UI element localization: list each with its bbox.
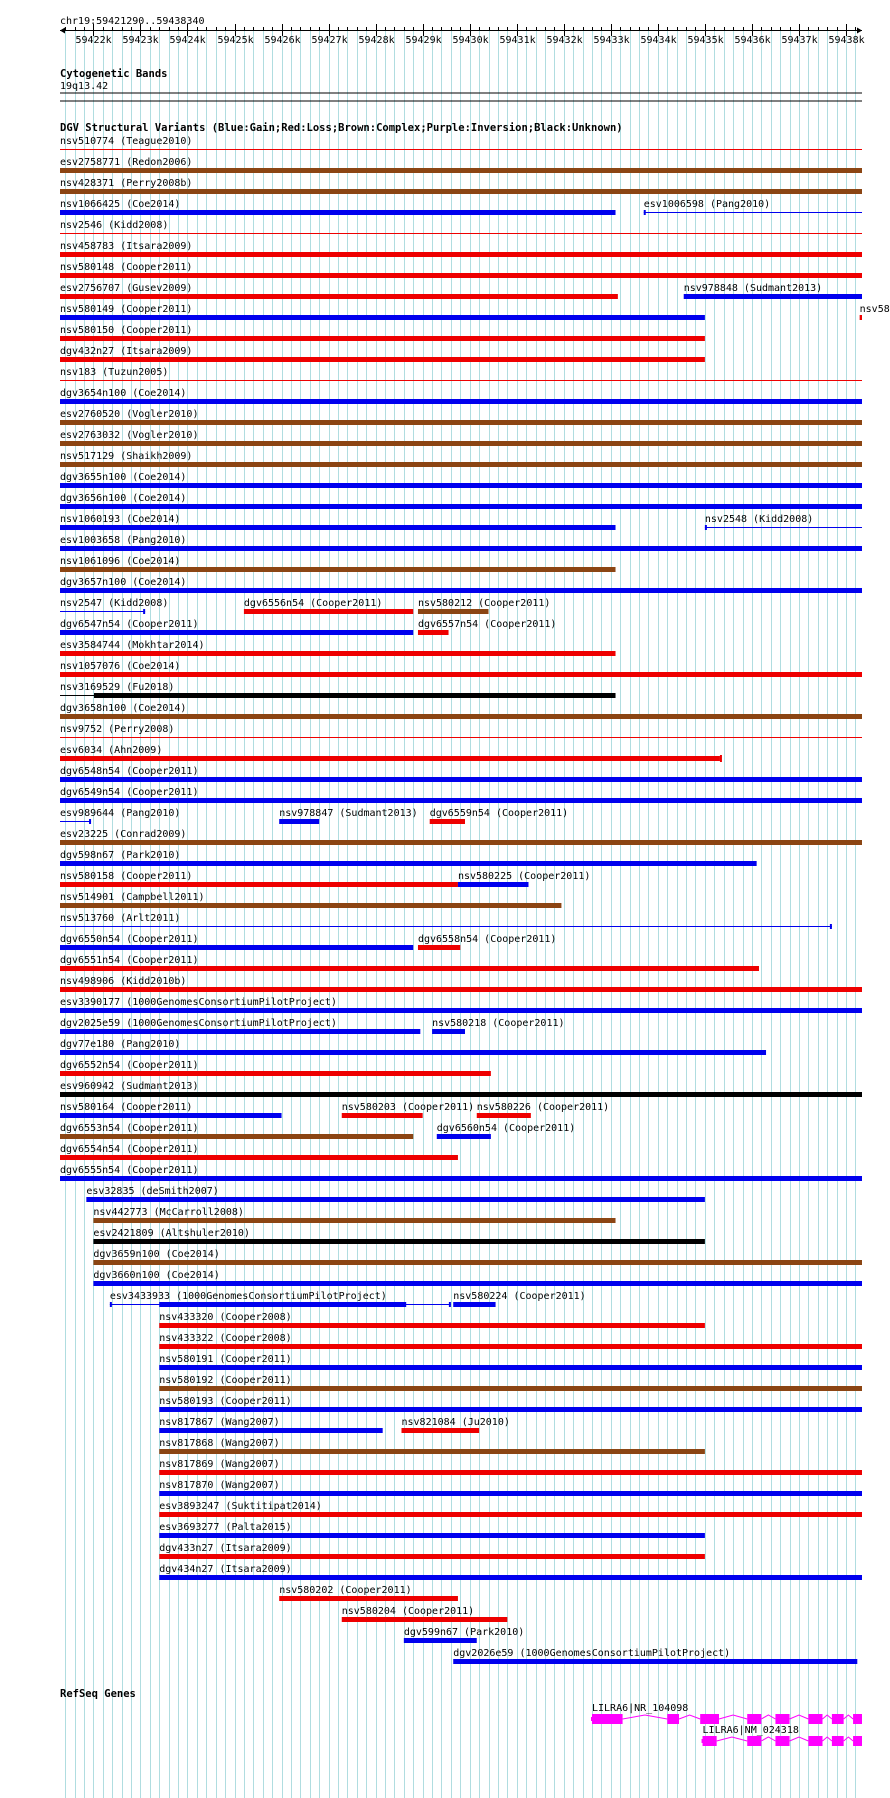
variant-feature[interactable]	[477, 1102, 609, 1118]
variant-feature[interactable]	[110, 1291, 451, 1307]
variant-bar[interactable]	[342, 1617, 508, 1622]
ruler-tick-label: 59436k	[734, 35, 771, 46]
variant-label[interactable]: nsv817867 (Wang2007)	[159, 1417, 280, 1428]
variant-bar[interactable]	[60, 420, 862, 425]
variant-end-mark	[449, 1302, 451, 1307]
variant-label[interactable]: nsv580192 (Cooper2011)	[159, 1375, 292, 1386]
variant-label[interactable]: nsv580158 (Cooper2011)	[60, 871, 193, 882]
variant-label[interactable]: nsv510774 (Teague2010)	[60, 136, 193, 147]
variant-bar[interactable]	[159, 1365, 862, 1370]
ruler-tick-label: 59431k	[499, 35, 536, 46]
variant-bar[interactable]	[60, 357, 705, 362]
variant-bar[interactable]	[60, 714, 862, 719]
variant-bar[interactable]	[60, 1071, 491, 1076]
variant-bar[interactable]	[401, 1428, 479, 1433]
variant-feature[interactable]	[60, 325, 705, 341]
ruler-tick-label: 59438k	[828, 35, 865, 46]
refseq-track	[591, 1703, 862, 1746]
variant-label[interactable]: nsv580225 (Cooper2011)	[457, 871, 591, 882]
gene-start-mark	[702, 1739, 704, 1743]
variant-label[interactable]: nsv3169529 (Fu2018)	[60, 682, 175, 693]
gene-label[interactable]: LILRA6|NM_024318	[702, 1725, 799, 1736]
variant-bar[interactable]	[159, 1512, 862, 1517]
variant-label[interactable]: dgv6550n54 (Cooper2011)	[60, 934, 199, 945]
gene-exon[interactable]	[667, 1714, 679, 1724]
variant-label[interactable]: esv960942 (Sudmant2013)	[60, 1081, 199, 1092]
variant-label[interactable]: dgv6551n54 (Cooper2011)	[60, 955, 199, 966]
variant-bar[interactable]	[860, 315, 862, 320]
variant-bar[interactable]	[279, 819, 319, 824]
variant-label[interactable]: esv1006598 (Pang2010)	[643, 199, 771, 210]
variant-bar[interactable]	[418, 630, 449, 635]
variant-label[interactable]: esv989644 (Pang2010)	[60, 808, 181, 819]
variant-label[interactable]: dgv598n67 (Park2010)	[60, 850, 181, 861]
variant-label[interactable]: dgv599n67 (Park2010)	[403, 1627, 525, 1638]
gene-intron	[790, 1737, 809, 1741]
gene-exon[interactable]	[853, 1714, 862, 1724]
variant-bar[interactable]	[93, 1239, 704, 1244]
variant-feature[interactable]	[644, 199, 862, 215]
dgv-track-title: DGV Structural Variants (Blue:Gain;Red:Loss;Brown:Complex;Purple:Inversion;Black:Unknown)	[60, 122, 623, 134]
gene-intron	[790, 1715, 809, 1719]
variant-label[interactable]: nsv580191 (Cooper2011)	[159, 1354, 292, 1365]
variant-feature[interactable]	[159, 1333, 862, 1349]
variant-feature[interactable]	[60, 1123, 413, 1139]
variant-feature[interactable]	[60, 850, 757, 866]
variant-feature[interactable]	[60, 1102, 282, 1118]
variant-label[interactable]: nsv580202 (Cooper2011)	[279, 1585, 412, 1596]
variant-bar[interactable]	[60, 210, 616, 215]
variant-feature[interactable]	[60, 304, 705, 320]
variant-label[interactable]: dgv434n27 (Itsara2009)	[159, 1564, 292, 1575]
variant-label[interactable]: esv1003658 (Pang2010)	[60, 535, 187, 546]
variant-label[interactable]: nsv580203 (Cooper2011)	[341, 1102, 475, 1113]
variant-label[interactable]: nsv580148 (Cooper2011)	[60, 262, 193, 273]
variant-bar[interactable]	[60, 777, 862, 782]
ruler-tick-label: 59435k	[687, 35, 724, 46]
variant-bar[interactable]	[705, 527, 862, 528]
gene-intron	[844, 1737, 853, 1741]
variant-label[interactable]: nsv2548 (Kidd2008)	[704, 514, 814, 525]
variant-feature[interactable]	[159, 1459, 862, 1475]
ruler-right-arrow-icon[interactable]	[857, 28, 862, 34]
variant-feature[interactable]	[93, 1228, 704, 1244]
variant-bar[interactable]	[60, 1050, 766, 1055]
variant-label[interactable]: nsv514901 (Campbell2011)	[60, 892, 205, 903]
variant-label[interactable]: nsv580226 (Cooper2011)	[476, 1102, 610, 1113]
variant-bar[interactable]	[684, 294, 862, 299]
variant-label[interactable]: esv2758771 (Redon2006)	[60, 157, 193, 168]
variant-feature[interactable]	[93, 1207, 615, 1223]
variant-label[interactable]: dgv77e180 (Pang2010)	[60, 1039, 181, 1050]
ruler-tick-label: 59437k	[781, 35, 818, 46]
variant-feature[interactable]	[418, 934, 556, 950]
variant-feature[interactable]	[404, 1627, 524, 1643]
variant-feature[interactable]	[342, 1102, 474, 1118]
variant-feature[interactable]	[60, 745, 722, 762]
variant-feature[interactable]	[418, 598, 550, 614]
variant-feature[interactable]	[60, 619, 413, 635]
variant-bar[interactable]	[60, 252, 862, 257]
gene-intron	[761, 1715, 775, 1719]
variant-label[interactable]: nsv580212 (Cooper2011)	[417, 598, 551, 609]
gene-exon[interactable]	[832, 1736, 844, 1746]
variant-bar[interactable]	[60, 966, 759, 971]
variant-bar[interactable]	[159, 1323, 705, 1328]
gene-exon[interactable]	[700, 1714, 719, 1724]
variant-end-mark	[720, 755, 722, 762]
variant-label[interactable]: nsv183 (Tuzun2005)	[60, 367, 169, 378]
variant-bar[interactable]	[159, 1449, 705, 1454]
variant-label[interactable]: esv3433933 (1000GenomesConsortiumPilotProject)	[109, 1291, 387, 1302]
variant-feature[interactable]	[279, 1585, 458, 1601]
variant-bar[interactable]	[60, 861, 757, 866]
variant-label[interactable]: nsv458783 (Itsara2009)	[60, 241, 193, 252]
variant-bar[interactable]	[60, 630, 413, 635]
variant-label[interactable]: dgv6560n54 (Cooper2011)	[436, 1123, 576, 1134]
variant-bar[interactable]	[60, 588, 862, 593]
variant-label[interactable]: nsv978847 (Sudmant2013)	[279, 808, 418, 819]
variant-label[interactable]: nsv2547 (Kidd2008)	[60, 598, 169, 609]
variant-label[interactable]: nsv433320 (Cooper2008)	[159, 1312, 292, 1323]
gene-exon[interactable]	[775, 1736, 789, 1746]
variant-label[interactable]: esv23225 (Conrad2009)	[60, 829, 187, 840]
coordinate-ruler[interactable]	[60, 24, 865, 46]
variant-bar[interactable]	[159, 1533, 705, 1538]
variant-bar[interactable]	[93, 1260, 862, 1265]
variant-bar[interactable]	[159, 1407, 862, 1412]
variant-block[interactable]	[94, 693, 616, 698]
variant-bar[interactable]	[60, 945, 413, 950]
variant-bar[interactable]	[342, 1113, 423, 1118]
variant-label[interactable]: nsv513760 (Arlt2011)	[60, 913, 181, 924]
variant-label[interactable]: nsv442773 (McCarroll2008)	[93, 1207, 244, 1218]
gene-start-mark	[591, 1717, 593, 1721]
variant-bar[interactable]	[159, 1386, 862, 1391]
variant-bar[interactable]	[60, 672, 862, 677]
variant-feature[interactable]	[60, 871, 458, 887]
variant-bar[interactable]	[60, 462, 862, 467]
variant-label[interactable]: nsv580149 (Cooper2011)	[60, 304, 193, 315]
variant-label[interactable]: esv32835 (deSmith2007)	[86, 1186, 219, 1197]
variant-bar[interactable]	[93, 1281, 862, 1286]
variant-label[interactable]: dgv2026e59 (1000GenomesConsortiumPilotProject)	[453, 1648, 731, 1659]
variant-feature[interactable]	[453, 1648, 857, 1664]
ruler-tick-label: 59430k	[452, 35, 489, 46]
variant-end-mark	[830, 924, 832, 929]
ruler-tick-label: 59427k	[311, 35, 348, 46]
variant-bar[interactable]	[60, 567, 616, 572]
variant-bar[interactable]	[477, 1113, 531, 1118]
variant-bar[interactable]	[60, 441, 862, 446]
variant-label[interactable]: dgv6558n54 (Cooper2011)	[417, 934, 557, 945]
variant-label[interactable]: esv3693277 (Palta2015)	[159, 1522, 292, 1533]
variant-bar[interactable]	[60, 294, 618, 299]
variant-bar[interactable]	[453, 1302, 495, 1307]
variant-bar[interactable]	[418, 945, 460, 950]
variant-end-mark	[89, 819, 91, 824]
variant-bar[interactable]	[86, 1197, 705, 1202]
gene-exon[interactable]	[832, 1714, 844, 1724]
variant-bar[interactable]	[159, 1491, 862, 1496]
ruler-tick-label: 59422k	[75, 35, 112, 46]
variant-label[interactable]: nsv428371 (Perry2008b)	[60, 178, 193, 189]
variant-label[interactable]: dgv3654n100 (Coe2014)	[60, 388, 187, 399]
variant-end-mark	[110, 1302, 112, 1307]
variant-label[interactable]: dgv6552n54 (Cooper2011)	[60, 1060, 199, 1071]
cytoband-track-title: Cytogenetic Bands	[60, 68, 168, 80]
variant-feature[interactable]	[60, 640, 616, 656]
variant-feature[interactable]	[244, 598, 413, 614]
gene-exon[interactable]	[775, 1714, 789, 1724]
variant-label[interactable]: nsv821084 (Ju2010)	[401, 1417, 510, 1428]
variant-bar[interactable]	[432, 1029, 465, 1034]
variant-label[interactable]: nsv1061096 (Coe2014)	[60, 556, 181, 567]
variant-bar[interactable]	[60, 840, 862, 845]
variant-label[interactable]: esv2760520 (Vogler2010)	[60, 409, 199, 420]
variant-label[interactable]: dgv6548n54 (Cooper2011)	[60, 766, 199, 777]
variant-bar[interactable]	[60, 821, 91, 822]
ruler-tick-label: 59425k	[217, 35, 254, 46]
variant-feature[interactable]	[342, 1606, 508, 1622]
gene-intron	[717, 1737, 748, 1741]
variant-feature[interactable]	[60, 1144, 458, 1160]
variant-label[interactable]: nsv1066425 (Coe2014)	[60, 199, 181, 210]
variant-feature[interactable]	[60, 808, 180, 824]
variant-label[interactable]: nsv580164 (Cooper2011)	[60, 1102, 193, 1113]
variant-label[interactable]: nsv9752 (Perry2008)	[60, 724, 175, 735]
variant-bar[interactable]	[60, 737, 862, 738]
variant-bar[interactable]	[453, 1659, 857, 1664]
variant-bar[interactable]	[60, 1092, 862, 1097]
variant-bar[interactable]	[244, 609, 413, 614]
variant-bar[interactable]	[437, 1134, 491, 1139]
variant-feature[interactable]	[60, 514, 616, 530]
variant-bar[interactable]	[60, 149, 862, 150]
variant-bar[interactable]	[60, 611, 145, 612]
variant-bar[interactable]	[60, 798, 862, 803]
ruler-tick-label: 59424k	[169, 35, 206, 46]
variant-label[interactable]: nsv817870 (Wang2007)	[159, 1480, 280, 1491]
variant-label[interactable]: esv6034 (Ahn2009)	[60, 745, 163, 756]
variant-feature[interactable]	[401, 1417, 509, 1433]
variant-bar[interactable]	[418, 609, 489, 614]
variant-feature[interactable]	[159, 1417, 382, 1433]
variant-feature[interactable]	[60, 682, 616, 698]
variant-bar[interactable]	[60, 483, 862, 488]
variant-bar[interactable]	[60, 1134, 413, 1139]
variant-bar[interactable]	[159, 1575, 862, 1580]
variant-feature[interactable]	[60, 598, 168, 614]
variant-label[interactable]: dgv3657n100 (Coe2014)	[60, 577, 187, 588]
variant-bar[interactable]	[404, 1638, 477, 1643]
variant-bar[interactable]	[60, 987, 862, 992]
variant-bar[interactable]	[60, 189, 862, 194]
gene-exon[interactable]	[808, 1736, 822, 1746]
variant-label[interactable]: nsv498906 (Kidd2010b)	[60, 976, 187, 987]
variant-label[interactable]: dgv6559n54 (Cooper2011)	[429, 808, 569, 819]
variant-bar[interactable]	[93, 1218, 615, 1223]
variant-feature[interactable]	[60, 556, 616, 572]
variant-label[interactable]: nsv978848 (Sudmant2013)	[683, 283, 823, 294]
variant-label[interactable]: dgv6554n54 (Cooper2011)	[60, 1144, 199, 1155]
gene-intron	[679, 1715, 700, 1719]
variant-feature[interactable]	[93, 1270, 862, 1286]
variant-label[interactable]: esv2756707 (Gusev2009)	[60, 283, 193, 294]
variant-feature[interactable]	[60, 955, 759, 971]
variant-bar[interactable]	[60, 903, 561, 908]
variant-feature[interactable]	[159, 1501, 862, 1517]
gene-feature[interactable]	[591, 1703, 862, 1724]
variant-bar[interactable]	[60, 504, 862, 509]
variant-feature[interactable]	[159, 1480, 862, 1496]
gene-label[interactable]: LILRA6|NR_104098	[592, 1703, 689, 1714]
variant-feature[interactable]	[159, 1375, 862, 1391]
dgv-track	[60, 136, 890, 1664]
variant-feature[interactable]	[159, 1564, 862, 1580]
variant-feature[interactable]	[458, 871, 590, 887]
variant-bar[interactable]	[159, 1554, 705, 1559]
variant-bar[interactable]	[60, 525, 616, 530]
variant-bar[interactable]	[60, 273, 862, 278]
variant-feature[interactable]	[684, 283, 862, 299]
variant-label[interactable]: nsv580204 (Cooper2011)	[341, 1606, 475, 1617]
variant-label[interactable]: dgv6557n54 (Cooper2011)	[417, 619, 557, 630]
variant-end-mark	[705, 525, 707, 530]
variant-label[interactable]: nsv580218 (Cooper2011)	[432, 1018, 565, 1029]
variant-feature[interactable]	[860, 304, 890, 320]
variant-label[interactable]: dgv433n27 (Itsara2009)	[159, 1543, 292, 1554]
variant-bar[interactable]	[60, 336, 705, 341]
ruler-tick-label: 59428k	[358, 35, 395, 46]
variant-bar[interactable]	[60, 651, 616, 656]
variant-feature[interactable]	[60, 199, 616, 215]
variant-feature[interactable]	[60, 913, 832, 929]
variant-bar[interactable]	[60, 168, 862, 173]
variant-bar[interactable]	[430, 819, 465, 824]
variant-bar[interactable]	[60, 756, 720, 761]
variant-label[interactable]: dgv6549n54 (Cooper2011)	[60, 787, 199, 798]
variant-bar[interactable]	[458, 882, 529, 887]
variant-bar[interactable]	[60, 1008, 862, 1013]
variant-feature[interactable]	[418, 619, 556, 635]
gene-exon[interactable]	[808, 1714, 822, 1724]
variant-bar[interactable]	[60, 546, 862, 551]
variant-bar[interactable]	[60, 1155, 458, 1160]
variant-label[interactable]: nsv817868 (Wang2007)	[159, 1438, 280, 1449]
variant-feature[interactable]	[60, 934, 413, 950]
variant-feature[interactable]	[705, 514, 862, 530]
variant-bar[interactable]	[159, 1428, 382, 1433]
variant-label[interactable]: esv3390177 (1000GenomesConsortiumPilotProject)	[60, 997, 337, 1008]
variant-label[interactable]: dgv432n27 (Itsara2009)	[60, 346, 193, 357]
gene-intron	[761, 1737, 775, 1741]
variant-label[interactable]: dgv3656n100 (Coe2014)	[60, 493, 187, 504]
variant-bar[interactable]	[60, 1176, 862, 1181]
variant-label[interactable]: esv2763032 (Vogler2010)	[60, 430, 199, 441]
variant-feature[interactable]	[279, 808, 417, 824]
variant-label[interactable]: esv3893247 (Suktitipat2014)	[159, 1501, 322, 1512]
variant-label[interactable]: dgv3660n100 (Coe2014)	[93, 1270, 220, 1281]
ruler-tick-label: 59433k	[593, 35, 630, 46]
variant-label[interactable]: dgv6553n54 (Cooper2011)	[60, 1123, 199, 1134]
gene-exon[interactable]	[747, 1714, 761, 1724]
variant-label[interactable]: dgv6555n54 (Cooper2011)	[60, 1165, 199, 1176]
variant-feature[interactable]	[86, 1186, 705, 1202]
variant-label[interactable]: nsv580193 (Cooper2011)	[159, 1396, 292, 1407]
variant-label[interactable]: dgv2025e59 (1000GenomesConsortiumPilotProject)	[60, 1018, 337, 1029]
variant-end-mark	[143, 609, 145, 614]
variant-end-mark	[644, 210, 646, 215]
coordinate-label: chr19:59421290..59438340	[60, 16, 205, 27]
gene-intron	[844, 1715, 853, 1719]
variant-label[interactable]: nsv517129 (Shaikh2009)	[60, 451, 193, 462]
variant-bar[interactable]	[60, 1113, 282, 1118]
ruler-tick-label: 59423k	[122, 35, 159, 46]
variant-bar[interactable]	[60, 233, 862, 234]
variant-bar[interactable]	[159, 1470, 862, 1475]
variant-label[interactable]: nsv58	[859, 304, 890, 315]
variant-label[interactable]: esv2421809 (Altshuler2010)	[93, 1228, 250, 1239]
variant-feature[interactable]	[453, 1291, 585, 1307]
gene-exon[interactable]	[703, 1736, 717, 1746]
gene-exon[interactable]	[853, 1736, 862, 1746]
variant-bar[interactable]	[60, 926, 832, 927]
variant-bar[interactable]	[60, 882, 458, 887]
variant-feature[interactable]	[60, 346, 705, 362]
variant-label[interactable]: dgv6547n54 (Cooper2011)	[60, 619, 199, 630]
variant-label[interactable]: nsv580224 (Cooper2011)	[453, 1291, 586, 1302]
variant-label[interactable]: esv3584744 (Mokhtar2014)	[60, 640, 205, 651]
variant-bar[interactable]	[279, 1596, 458, 1601]
gene-exon[interactable]	[592, 1714, 623, 1724]
variant-label[interactable]: nsv433322 (Cooper2008)	[159, 1333, 292, 1344]
variant-bar[interactable]	[159, 1344, 862, 1349]
variant-feature[interactable]	[159, 1396, 862, 1412]
ruler-tick-label: 59432k	[546, 35, 583, 46]
variant-label[interactable]: dgv3659n100 (Coe2014)	[93, 1249, 220, 1260]
variant-bar[interactable]	[644, 212, 862, 213]
variant-bar[interactable]	[60, 380, 862, 381]
variant-label[interactable]: nsv817869 (Wang2007)	[159, 1459, 280, 1470]
variant-label[interactable]: dgv3655n100 (Coe2014)	[60, 472, 187, 483]
variant-feature[interactable]	[93, 1249, 862, 1265]
ruler-tick-label: 59434k	[640, 35, 677, 46]
variant-feature[interactable]	[60, 1060, 491, 1076]
variant-bar[interactable]	[60, 1029, 420, 1034]
ruler-tick-label: 59426k	[264, 35, 301, 46]
variant-bar[interactable]	[60, 315, 705, 320]
cytoband-label: 19q13.42	[60, 81, 109, 92]
variant-label[interactable]: nsv1060193 (Coe2014)	[60, 514, 181, 525]
variant-label[interactable]: nsv580150 (Cooper2011)	[60, 325, 193, 336]
ruler-tick-label: 59429k	[405, 35, 442, 46]
variant-feature[interactable]	[159, 1354, 862, 1370]
variant-bar[interactable]	[60, 399, 862, 404]
gene-exon[interactable]	[747, 1736, 761, 1746]
variant-label[interactable]: nsv2546 (Kidd2008)	[60, 220, 169, 231]
variant-label[interactable]: dgv6556n54 (Cooper2011)	[243, 598, 383, 609]
variant-label[interactable]: dgv3658n100 (Coe2014)	[60, 703, 187, 714]
ruler-left-arrow-icon[interactable]	[60, 28, 65, 34]
refseq-track-title: RefSeq Genes	[60, 1688, 136, 1700]
variant-block[interactable]	[159, 1302, 406, 1307]
gene-intron	[623, 1715, 668, 1719]
variant-label[interactable]: nsv1057076 (Coe2014)	[60, 661, 181, 672]
